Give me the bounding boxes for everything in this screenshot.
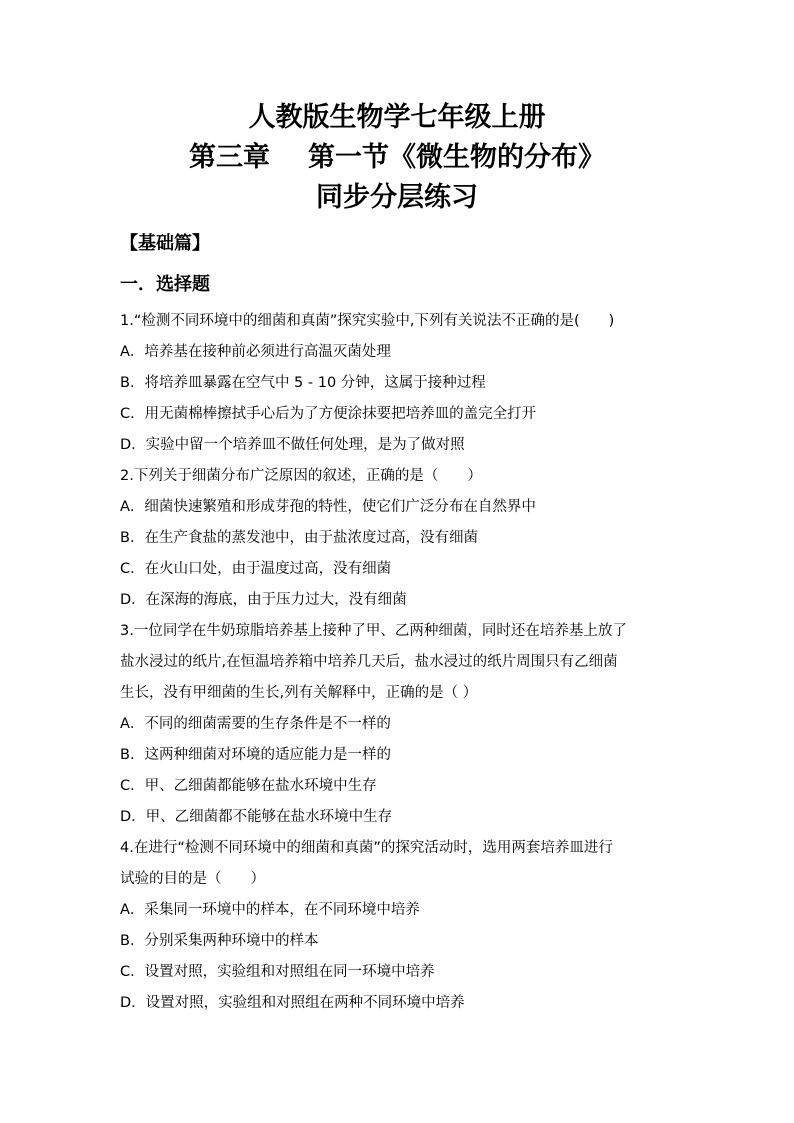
question-stem-line-3: 生长，没有甲细菌的生长,列有关解释中，正确的是（ ） (120, 685, 478, 701)
question-stem: 2.下列关于细菌分布广泛原因的叙述，正确的是（ ） (120, 468, 482, 484)
option-c: C．在火山口处，由于温度过高，没有细菌 (120, 561, 392, 577)
option-a: A．采集同一环境中的样本，在不同环境中培养 (120, 902, 420, 918)
title-line-1: 人教版生物学七年级上册 (248, 102, 546, 133)
title-block (0, 98, 794, 218)
option-d: D．甲、乙细菌都不能够在盐水环境中生存 (120, 809, 393, 825)
option-a: A．细菌快速繁殖和形成芽孢的特性，使它们广泛分布在自然界中 (120, 499, 536, 515)
part-heading-multiple-choice: 一．选择题 (120, 274, 210, 295)
option-a: A．培养基在接种前必须进行高温灭菌处理 (120, 344, 391, 360)
question-1 (120, 306, 690, 461)
option-c: C．甲、乙细菌都能够在盐水环境中生存 (120, 778, 377, 794)
question-stem: 1.“检测不同环境中的细菌和真菌”探究实验中,下列有关说法不正确的是( ) (120, 313, 615, 329)
option-b: B．在生产食盐的蒸发池中，由于盐浓度过高，没有细菌 (120, 530, 478, 546)
option-b: B．将培养皿暴露在空气中 5 - 10 分钟，这属于接种过程 (120, 375, 486, 391)
question-stem-line-1: 4.在进行“检测不同环境中的细菌和真菌”的探究活动时，选用两套培养皿进行 (120, 840, 613, 856)
question-4 (120, 833, 690, 1019)
option-a: A．不同的细菌需要的生存条件是不一样的 (120, 716, 391, 732)
question-stem-line-1: 3.一位同学在牛奶琼脂培养基上接种了甲、乙两种细菌，同时还在培养基上放了 (120, 623, 627, 639)
option-b: B．分别采集两种环境中的样本 (120, 933, 319, 949)
section-tag-basic: 【基础篇】 (120, 233, 210, 254)
question-list (120, 306, 690, 1019)
option-b: B．这两种细菌对环境的适应能力是一样的 (120, 747, 391, 763)
option-c: C．设置对照，实验组和对照组在同一环境中培养 (120, 964, 435, 980)
question-2 (120, 461, 690, 616)
question-3 (120, 616, 690, 833)
option-d: D．设置对照，实验组和对照组在两种不同环境中培养 (120, 995, 465, 1011)
question-stem-line-2: 盐水浸过的纸片,在恒温培养箱中培养几天后，盐水浸过的纸片周围只有乙细菌 (120, 654, 618, 670)
option-d: D．在深海的海底，由于压力过大，没有细菌 (120, 592, 407, 608)
chapter-label: 第三章 (189, 142, 270, 173)
question-stem-line-2: 试验的目的是（ ） (120, 871, 265, 887)
option-c: C．用无菌棉棒擦拭手心后为了方便涂抹要把培养皿的盖完全打开 (120, 406, 537, 422)
title-line-3: 同步分层练习 (316, 182, 478, 213)
title-line-2 (0, 138, 794, 178)
option-d: D．实验中留一个培养皿不做任何处理，是为了做对照 (120, 437, 465, 453)
section-label: 第一节《微生物的分布》 (308, 142, 605, 173)
